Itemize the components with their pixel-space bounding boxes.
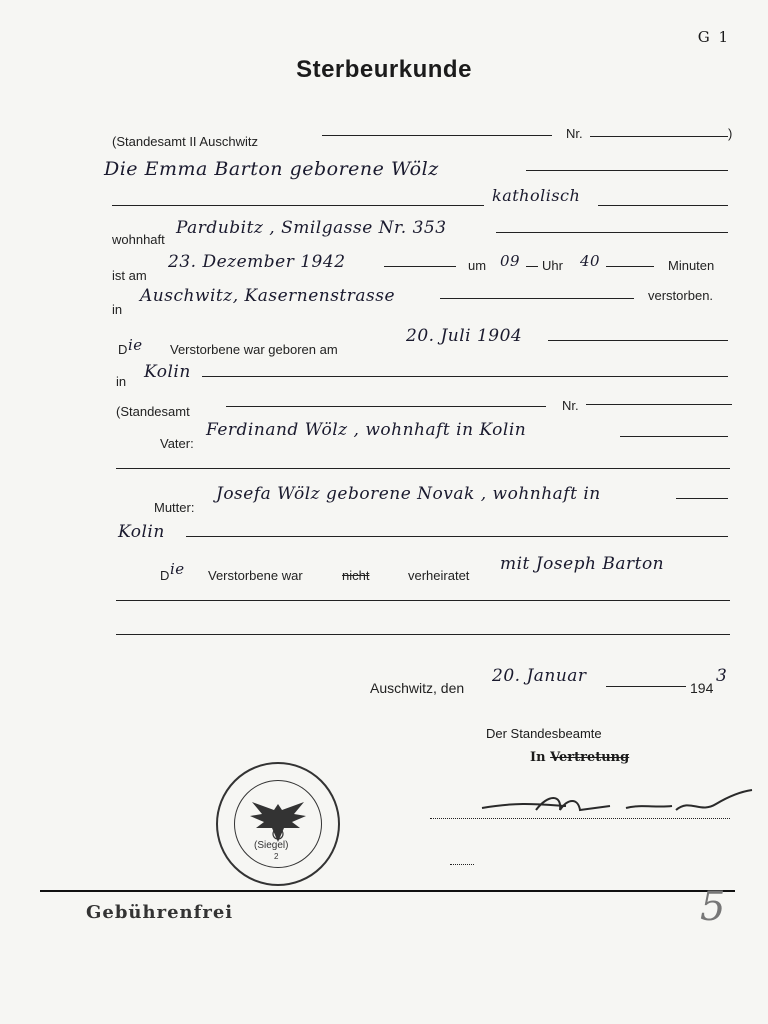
seal-center-text: (Siegel) [254,840,289,851]
mother-label: Mutter: [154,500,195,515]
death-date-line [384,266,456,267]
registry-office-label: (Standesamt II Auschwitz [112,134,258,149]
official-seal [216,762,340,886]
verstorben-label: verstorben. [648,288,714,303]
name-line [526,170,728,171]
marriage-struck: nicht [342,568,370,583]
form-code: G 1 [697,28,730,46]
birth-nr-label: Nr. [562,398,579,413]
birth-office-line [226,406,546,407]
mother: Josefa Wölz geborene Novak , wohnhaft in [216,484,601,504]
dot-mark [450,864,474,865]
deputy-struck: Vertretung [550,750,630,765]
blank-line-1 [116,600,730,601]
issue-date-line [606,686,686,687]
registry-line [322,135,552,136]
issue-place-label: Auschwitz, den [370,680,465,696]
registry-nr-label: Nr. [566,126,583,141]
verheiratet-label: verheiratet [408,568,470,583]
born-date-line [548,340,728,341]
spouse: mit Joseph Barton [500,554,665,574]
hour-line [526,266,538,267]
death-hour: 09 [500,252,521,270]
official-title: Der Standesbeamte [486,726,602,741]
birth-office-label: (Standesamt [116,404,190,419]
blank-line-2 [116,634,730,635]
seal-center-num: 2 [274,852,279,861]
minute-line [606,266,654,267]
corner-mark: 5 [700,884,726,930]
marriage-prefix-hand: ie [170,560,185,578]
born-date: 20. Juli 1904 [406,326,523,346]
issue-year-hand: 3 [716,666,728,686]
issue-year: 194 [690,680,714,696]
death-minute: 40 [580,252,601,270]
death-place-line [440,298,634,299]
father-line [620,436,728,437]
uhr-label: Uhr [542,258,563,273]
registry-close: ) [728,126,733,141]
deceased-name: Die Emma Barton geborene Wölz [104,158,439,180]
mother-line [676,498,728,499]
um-label: um [468,258,487,273]
father: Ferdinand Wölz , wohnhaft in Kolin [206,420,527,440]
religion-line-left [112,205,484,206]
residence-line [496,232,728,233]
death-date: 23. Dezember 1942 [168,252,346,272]
deputy-note [530,750,629,765]
born-place-label: in [116,374,127,389]
registry-nr-line [590,136,728,137]
minuten-label: Minuten [668,258,715,273]
marriage-label: Verstorbene war [208,568,303,583]
issue-date: 20. Januar [492,666,587,686]
mother-cont: Kolin [118,522,165,542]
mother-line-2 [186,536,728,537]
religion-line-right [598,205,728,206]
religion: katholisch [492,186,581,205]
father-label: Vater: [160,436,194,451]
born-place: Kolin [144,362,191,382]
death-place: Auschwitz, Kasernenstrasse [140,286,396,306]
residence: Pardubitz , Smilgasse Nr. 353 [176,218,447,238]
death-date-label: ist am [112,268,147,283]
residence-label: wohnhaft [112,232,165,247]
birth-prefix: D [118,342,128,357]
father-line-2 [116,468,730,469]
born-label: Verstorbene war geboren am [170,342,338,357]
death-place-label: in [112,302,123,317]
marriage-prefix: D [160,568,170,583]
birth-prefix-hand: ie [128,336,143,354]
deputy-prefix: In [530,750,546,765]
born-place-line [202,376,728,377]
eagle-icon [218,764,338,884]
footer-rule [40,890,735,892]
signature-line [430,818,730,819]
birth-nr-line [586,404,732,405]
signature-scribble [476,786,756,826]
document-title: Sterbeurkunde [296,56,472,83]
fee-stamp: Gebührenfrei [86,902,234,923]
